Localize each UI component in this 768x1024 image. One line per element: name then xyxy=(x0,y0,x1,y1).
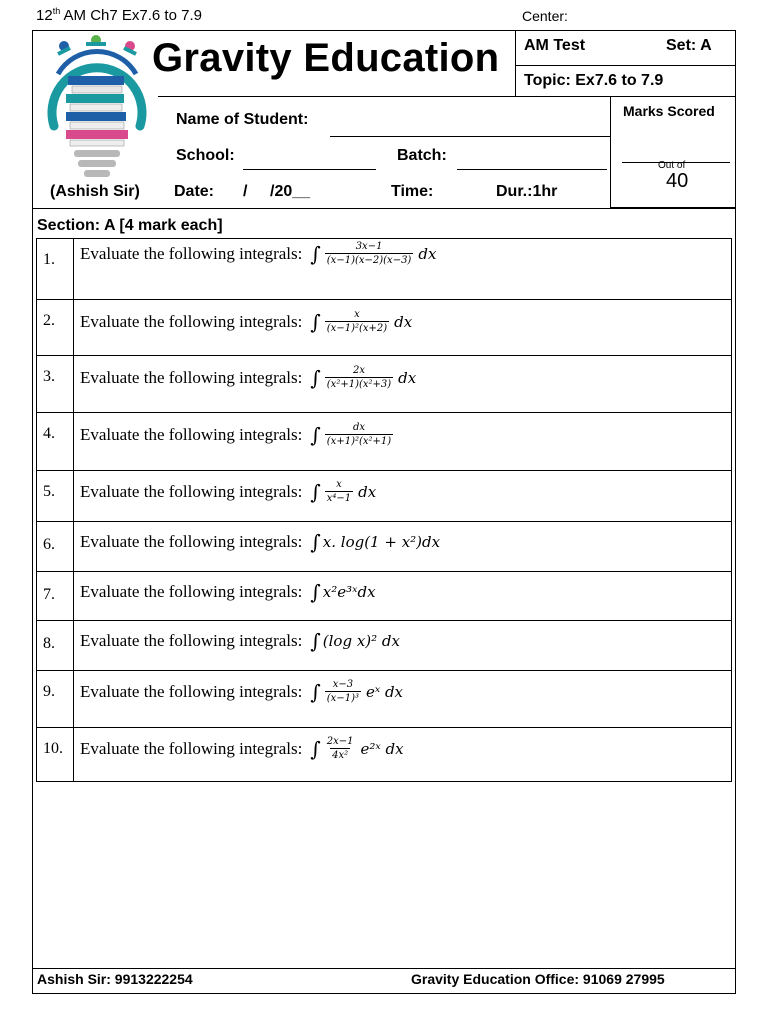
question-prompt: Evaluate the following integrals: xyxy=(80,312,303,331)
question-number: 1. xyxy=(37,239,74,300)
integral-expression: ∫ $\frac{3x-1}{(x-1)(x-2)(x-3)}$ dx xyxy=(310,241,437,266)
question-prompt: Evaluate the following integrals: xyxy=(80,368,303,387)
question-row xyxy=(37,471,732,522)
date-slash[interactable]: / xyxy=(243,183,248,200)
question-number: 9. xyxy=(37,671,74,728)
question-row xyxy=(37,239,732,300)
student-name-field[interactable] xyxy=(330,136,610,137)
integral-expression: ∫ $\frac{x}{\text{(x−1)²(x+2)}}$ dx xyxy=(310,309,413,334)
date-label: Date: xyxy=(174,183,215,200)
header-divider xyxy=(158,96,516,97)
question-prompt: Evaluate the following integrals: xyxy=(80,482,303,501)
question-row xyxy=(37,621,732,671)
question-number: 6. xyxy=(37,522,74,572)
integral-expression: ∫ x²e³ˣdx xyxy=(310,580,376,604)
integral-expression: ∫ $\frac{x}{\text{x⁴−1}}$ dx xyxy=(310,479,377,504)
integral-expression: ∫ $\frac{2x}{\text{(x²+1)(x²+3)}}$ dx xyxy=(310,365,417,390)
question-prompt: Evaluate the following integrals: xyxy=(80,631,303,650)
question-number: 8. xyxy=(37,621,74,671)
question-prompt: Evaluate the following integrals: xyxy=(80,739,303,758)
school-field[interactable] xyxy=(243,169,376,170)
question-number: 5. xyxy=(37,471,74,522)
question-row xyxy=(37,522,732,572)
batch-field[interactable] xyxy=(457,169,607,170)
student-name-label: Name of Student: xyxy=(176,111,309,128)
question-row xyxy=(37,413,732,471)
document-header-course: 12th AM Ch7 Ex7.6 to 7.9 xyxy=(36,6,202,24)
marks-scored-label: Marks Scored xyxy=(623,103,715,119)
question-row xyxy=(37,300,732,356)
gravity-logo-icon xyxy=(36,34,158,186)
question-prompt: Evaluate the following integrals: xyxy=(80,244,303,263)
teacher-contact: Ashish Sir: 9913222254 xyxy=(37,971,193,987)
integral-expression: ∫ $\frac{2x-1}{\text{4x²}}$ e²ˣ dx xyxy=(310,736,404,761)
date-year-field[interactable]: /20__ xyxy=(270,183,311,200)
batch-label: Batch: xyxy=(397,147,447,164)
time-label: Time: xyxy=(391,183,434,200)
question-prompt: Evaluate the following integrals: xyxy=(80,425,303,444)
brand-title: Gravity Education xyxy=(152,36,500,80)
duration-label: Dur.:1hr xyxy=(496,183,558,200)
test-topic: Topic: Ex7.6 to 7.9 xyxy=(524,72,664,89)
question-prompt: Evaluate the following integrals: xyxy=(80,532,303,551)
question-prompt: Evaluate the following integrals: xyxy=(80,582,303,601)
footer-divider xyxy=(32,968,736,969)
center-label: Center: xyxy=(522,8,568,24)
school-label: School: xyxy=(176,147,235,164)
section-divider xyxy=(32,208,736,209)
total-marks: 40 xyxy=(666,170,689,192)
question-number: 4. xyxy=(37,413,74,471)
section-title: Section: A [4 mark each] xyxy=(37,217,223,234)
integral-expression: ∫ $\frac{x-3}{\text{(x−1)³}}$ eˣ dx xyxy=(310,679,404,704)
question-row xyxy=(37,728,732,782)
question-number: 2. xyxy=(37,300,74,356)
out-of-label: Out of xyxy=(658,160,686,171)
question-prompt: Evaluate the following integrals: xyxy=(80,682,303,701)
question-row xyxy=(37,671,732,728)
question-number: 3. xyxy=(37,356,74,413)
question-number: 7. xyxy=(37,572,74,621)
question-row xyxy=(37,356,732,413)
test-set: Set: A xyxy=(666,37,712,54)
teacher-name: (Ashish Sir) xyxy=(50,183,140,200)
question-table xyxy=(36,238,732,782)
office-contact: Gravity Education Office: 91069 27995 xyxy=(411,971,665,987)
integral-expression: ∫ (log x)² dx xyxy=(310,629,400,653)
question-number: 10. xyxy=(37,728,74,782)
question-row xyxy=(37,572,732,621)
test-name: AM Test xyxy=(524,37,586,54)
integral-expression: ∫ $\frac{dx}{\text{(x+1)²(x²+1)}}$ xyxy=(310,422,392,447)
integral-expression: ∫ x. log(1 + x²)dx xyxy=(310,530,441,554)
